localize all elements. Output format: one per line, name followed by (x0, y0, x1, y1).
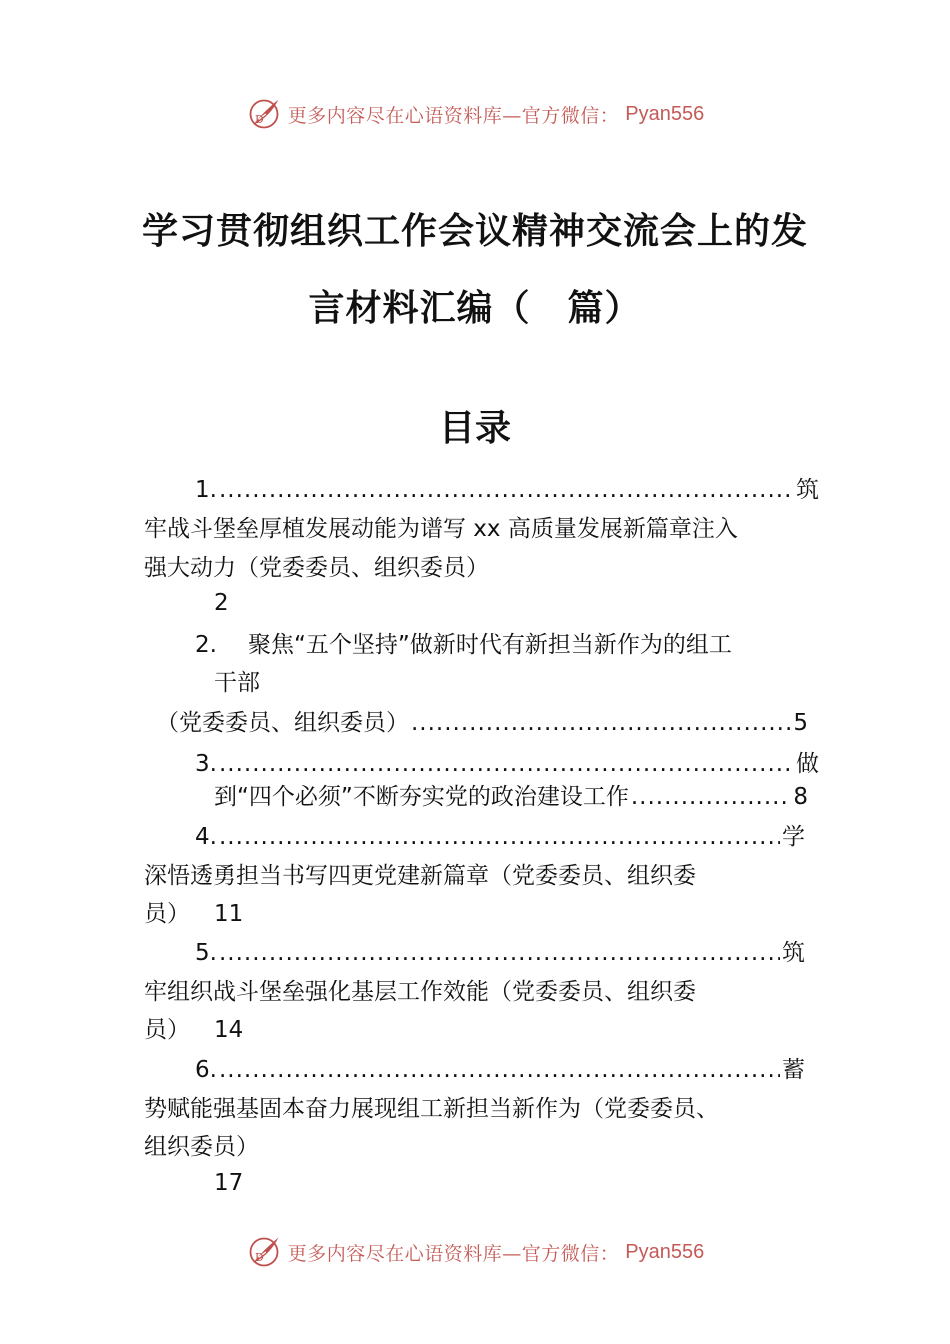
toc-item-2-number: 2. (195, 632, 217, 658)
dot-leader (219, 1055, 780, 1085)
toc-item-6-leader (195, 1055, 805, 1085)
dot-leader (219, 938, 780, 968)
quill-logo-icon (246, 96, 282, 132)
document-title-line-2: 言材料汇编（ 篇） (308, 287, 642, 329)
toc-item-4-leader (195, 822, 805, 852)
watermark-wechat-id: Pyan556 (625, 102, 705, 125)
toc-item-page: 5 (793, 710, 808, 736)
toc-item-4-text-line: 深悟透勇担当书写四更党建新篇章（党委委员、组织委 (144, 863, 696, 889)
toc-item-text-line: （党委委员、组织委员） (156, 710, 409, 736)
toc-item-5-text-line: 员） (144, 1017, 190, 1043)
toc-item-2-leader (156, 708, 808, 738)
toc-item-1-text-line: 牢战斗堡垒厚植发展动能为谱写 xx 高质量发展新篇章注入 (144, 516, 738, 542)
dot-leader (219, 822, 780, 852)
toc-item-number: 6. (195, 1057, 217, 1083)
watermark-wechat-id: Pyan556 (625, 1240, 705, 1263)
toc-item-6-text-line: 组织委员） (144, 1134, 259, 1160)
toc-item-3-text-leader (214, 782, 808, 812)
quill-logo-icon (246, 1234, 282, 1270)
watermark-header (0, 94, 950, 134)
toc-item-lead-char: 筑 (796, 477, 819, 503)
toc-item-5-leader (195, 938, 805, 968)
toc-item-2-text-line: 干部 (214, 670, 260, 696)
toc-item-number: 1. (195, 477, 217, 503)
toc-item-6-text-line: 势赋能强基固本奋力展现组工新担当新作为（党委委员、 (144, 1096, 719, 1122)
toc-item-lead-char: 学 (782, 824, 805, 850)
toc-item-number: 4. (195, 824, 217, 850)
toc-item-3-leader (195, 749, 819, 779)
svg-text:D: D (254, 1251, 264, 1264)
toc-heading: 目录 (438, 407, 511, 449)
toc-item-1-text-line: 强大动力（党委委员、组织委员） (144, 555, 489, 581)
toc-item-4-text-line: 员） (144, 901, 190, 927)
toc-item-5-text-line: 牢组织战斗堡垒强化基层工作效能（党委委员、组织委 (144, 979, 696, 1005)
toc-item-number: 3. (195, 751, 217, 777)
toc-item-2-text-line: 聚焦“五个坚持”做新时代有新担当新作为的组工 (248, 632, 732, 658)
dot-leader (219, 749, 794, 779)
toc-item-lead-char: 蓄 (782, 1057, 805, 1083)
svg-text:D: D (254, 113, 264, 126)
toc-item-page: 8 (793, 784, 808, 810)
toc-item-text-line: 到“四个必须”不断夯实党的政治建设工作 (214, 784, 629, 810)
watermark-text: 更多内容尽在心语资料库—官方微信： (287, 104, 620, 127)
toc-item-1-leader (195, 475, 819, 505)
dot-leader (411, 708, 791, 738)
document-title-line-1: 学习贯彻组织工作会议精神交流会上的发 (141, 210, 808, 252)
toc-item-4-page: 11 (214, 901, 244, 927)
toc-item-lead-char: 做 (796, 751, 819, 777)
toc-item-1-page: 2 (214, 590, 229, 616)
toc-item-5-page: 14 (214, 1017, 244, 1043)
dot-leader (631, 782, 792, 812)
watermark-footer (0, 1232, 950, 1272)
dot-leader (219, 475, 794, 505)
toc-item-lead-char: 筑 (782, 940, 805, 966)
watermark-text: 更多内容尽在心语资料库—官方微信： (287, 1242, 620, 1265)
toc-item-number: 5. (195, 940, 217, 966)
toc-item-6-page: 17 (214, 1170, 244, 1196)
